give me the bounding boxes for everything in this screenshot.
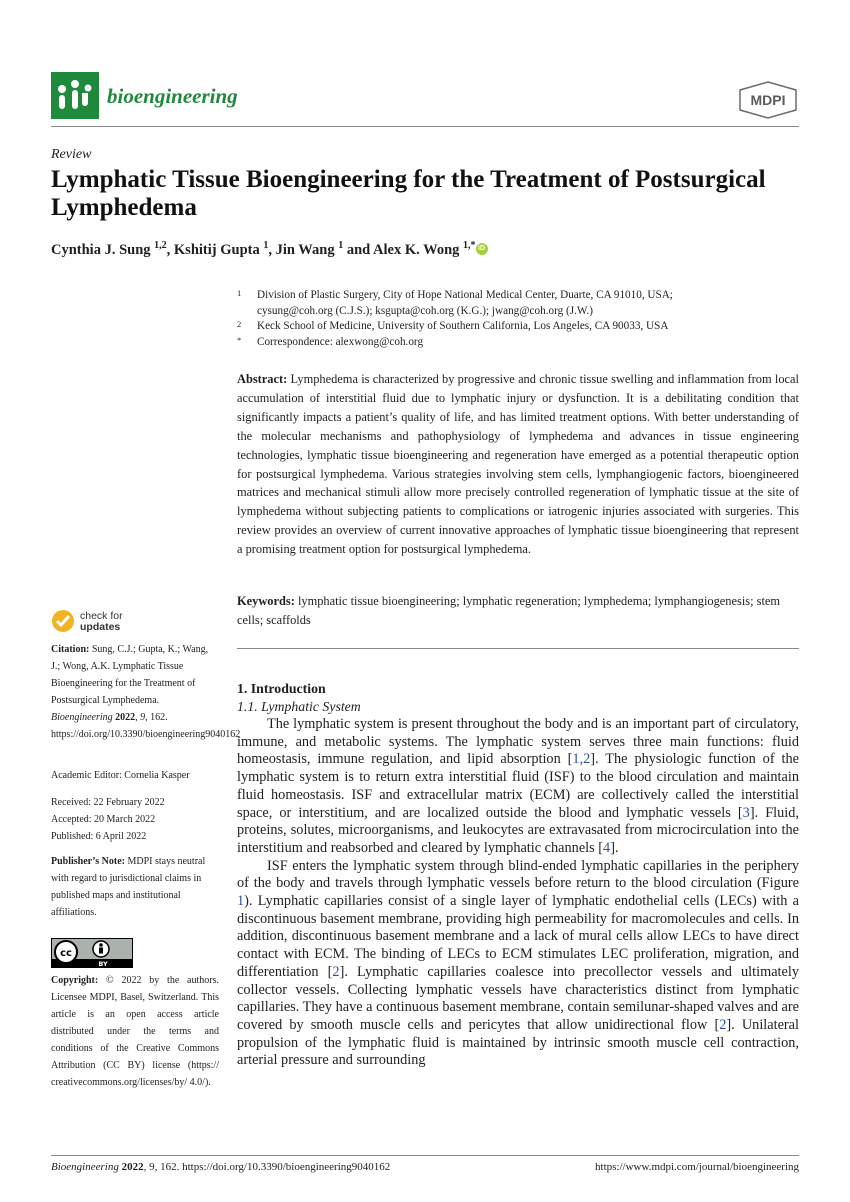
mdpi-logo <box>738 80 798 120</box>
affiliation-2 <box>237 319 797 335</box>
affiliation-mark: 2 <box>237 319 242 329</box>
citation-volume: 9 <box>140 712 146 723</box>
affiliation-mark: * <box>237 334 242 345</box>
paragraph-2 <box>237 858 799 1070</box>
citation-text: Sung, C.J.; Gupta, K.; Wang, J.; Wong, A.K. Lymphatic Tissue Bioengineering for the Treatment of Postsurgical Lymphedema. <box>51 644 209 706</box>
publisher-note-text: MDPI stays neutral with regard to jurisdictional claims in published maps and institutional affiliations. <box>51 856 206 918</box>
citation-block: Citation: Sung, C.J.; Gupta, K.; Wang, J.; Wong, A.K. Lymphatic Tissue Bioengineering for the Treatment of Postsurgical Lymphedema. Bioengineering 2022, 9, 162. https://doi.org/10.3390/bioengineering9040162 <box>51 644 241 740</box>
affiliation-mark: 1 <box>237 288 242 298</box>
affiliation-emails: cysung@coh.org (C.J.S.); ksgupta@coh.org (K.G.); jwang@coh.org (J.W.) <box>257 304 593 317</box>
author-affiliation-mark: 1 <box>338 240 344 251</box>
bioengineering-logo-icon <box>51 72 99 119</box>
footer-citation <box>51 1161 390 1173</box>
paragraph-1 <box>237 716 799 858</box>
citation-link[interactable]: 3 <box>742 804 750 821</box>
author-name: Jin Wang <box>275 241 339 258</box>
accepted-date: Accepted: 20 March 2022 <box>51 814 156 825</box>
affiliation-text: Division of Plastic Surgery, City of Hope National Medical Center, Duarte, CA 91010, USA; <box>257 289 673 301</box>
affiliation-1 <box>237 288 797 319</box>
author-separator: and <box>343 241 374 258</box>
keywords-label: Keywords: <box>237 594 295 608</box>
check-updates-line2: updates <box>80 621 121 633</box>
published-date: Published: 6 April 2022 <box>51 831 147 842</box>
author-separator: , <box>268 241 276 258</box>
author-name: Kshitij Gupta <box>173 241 264 258</box>
check-updates-line1: check for <box>80 610 123 622</box>
citation-link[interactable]: 2 <box>332 963 340 980</box>
author-affiliation-mark: 1 <box>263 240 269 251</box>
copyright-block <box>51 972 219 1091</box>
paragraph-text: ISF enters the lymphatic system through blind-ended lymphatic capillaries in the periphery of the body and travels through lymphatic vessels before return to the blood circulation (Figure <box>237 857 799 892</box>
section-heading: 1. Introduction <box>237 681 326 696</box>
abstract-label: Abstract: <box>237 372 288 386</box>
article-type: Review <box>51 147 92 162</box>
copyright-text: © 2022 by the authors. Licensee MDPI, Basel, Switzerland. This article is an open access article distributed under the terms and conditions of the Creative Commons Attribution (CC BY) license (https:// creativecommons.org/licenses/by/ 4.0/). <box>51 975 219 1088</box>
journal-name: bioengineering <box>107 84 238 108</box>
footer-divider <box>51 1155 799 1156</box>
paragraph-text: ]. Lymphatic capillaries coalesce into precollector vessels and ultimately collector vessels. Collecting lymphatic vessels have characteristics distinct from lymphatic capillaries. They have a continuous basement membrane, contain semilunar-shaped valves and are covered by smooth muscle cells and pericytes that allow unidirectional flow [ <box>237 963 799 1033</box>
mdpi-logo-text: MDPI <box>750 92 786 108</box>
paragraph-text: ]. <box>610 839 619 856</box>
abstract-divider <box>237 648 799 649</box>
academic-editor: Academic Editor: Cornelia Kasper <box>51 770 190 781</box>
citation-journal: Bioengineering <box>51 712 113 723</box>
author-affiliation-mark: 1,* <box>463 240 476 251</box>
main-body <box>237 680 799 1070</box>
author-name: Alex K. Wong <box>373 241 464 258</box>
correspondence <box>237 335 797 351</box>
citation-link[interactable]: 2 <box>719 1016 727 1033</box>
publisher-note-label: Publisher’s Note: <box>51 856 125 867</box>
author-affiliation-mark: 1,2 <box>154 240 167 251</box>
correspondence-text: Correspondence: alexwong@coh.org <box>257 335 424 348</box>
author-list <box>51 240 488 259</box>
citation-label: Citation: <box>51 644 90 655</box>
citation-link[interactable]: 1,2 <box>572 751 591 768</box>
subsection-heading: 1.1. Lymphatic System <box>237 699 361 714</box>
citation-link[interactable]: 1 <box>237 893 245 910</box>
svg-text:cc: cc <box>60 948 72 959</box>
author-name: Cynthia J. Sung <box>51 241 155 258</box>
paragraph-text: ]. Unilateral propulsion of the lymphatic fluid is maintained by intrinsic smooth muscle cell contraction, arterial pressure and surrounding <box>237 1016 800 1069</box>
abstract <box>237 370 799 559</box>
footer-journal-url[interactable]: https://www.mdpi.com/journal/bioengineering <box>595 1161 799 1173</box>
check-for-updates-button[interactable] <box>80 611 123 633</box>
footer-year: 2022 <box>121 1161 144 1173</box>
abstract-text: Lymphedema is characterized by progressive and chronic tissue swelling and inflammation from local accumulation of interstitial fluid due to lymphatic injury or dysfunction. It is a debilitating condition that significantly impacts a patient’s quality of life, and has limited treatment options. With better understanding of the molecular mechanisms and pathophysiology of lymphedema and advances in tissue engineering technologies, lymphatic tissue bioengineering and regeneration have emerged as a potential therapeutic option for postsurgical lymphedema. Various strategies involving stem cells, lymphangiogenic factors, bioengineered matrices and mechanical stimuli allow more precisely controlled regeneration of lymphatic tissue at the site of lymphedema without subjecting patients to complications or iatrogenic injuries associated with surgeries. This review provides an overview of current innovative approaches of lymphatic tissue bioengineering that represent a promising treatment option for postsurgical lymphedema. <box>237 372 799 557</box>
paragraph-text: ). Lymphatic capillaries consist of a single layer of lymphatic endothelial cells (LECs) with a discontinuous basement membrane, providing high permeability for macromolecules and cells. In addition, discontinuous basement membrane and a lack of mural cells allow LECs to have direct contact with ECM. The binding of LECs to ECM stimulates LEC proliferation, migration, and differentiation [ <box>237 893 799 980</box>
footer-journal: Bioengineering <box>51 1161 119 1173</box>
cc-by-license-badge[interactable] <box>51 938 133 968</box>
citation-link[interactable]: 4 <box>603 839 611 856</box>
affiliations <box>237 288 797 350</box>
cc-by-text: BY <box>98 960 108 968</box>
citation-doi[interactable]: , 162. https://doi.org/10.3390/bioengineering9040162 <box>51 712 241 740</box>
citation-year: 2022 <box>115 712 136 723</box>
article-title: Lymphatic Tissue Bioengineering for the Treatment of Postsurgical Lymphedema <box>51 166 766 221</box>
journal-logo <box>51 72 99 119</box>
orcid-icon[interactable]: iD <box>476 243 488 255</box>
keywords <box>237 592 799 630</box>
check-for-updates-icon[interactable] <box>51 609 75 633</box>
paragraph-text: ]. Fluid, proteins, solutes, microorganisms, and leukocytes are extravasated from microcirculation into the interstitium and reabsorbed and cleared by lymphatic channels [ <box>237 804 799 856</box>
keywords-text: lymphatic tissue bioengineering; lymphatic regeneration; lymphedema; lymphangiogenesis; stem cells; scaffolds <box>237 594 781 627</box>
paragraph-text: The lymphatic system is present throughout the body and is an important part of circulatory, immune, and metabolic systems. The lymphatic system serves three main functions: fluid homeostasis, immune regulation, and lipid absorption [ <box>237 716 799 768</box>
affiliation-text: Keck School of Medicine, University of Southern California, Los Angeles, CA 90033, USA <box>257 320 669 332</box>
header-divider <box>51 126 799 127</box>
received-date: Received: 22 February 2022 <box>51 797 165 808</box>
footer-doi: , 9, 162. https://doi.org/10.3390/bioengineering9040162 <box>143 1161 391 1173</box>
paragraph-text: ]. The physiologic function of the lymphatic system is to return extra interstitial fluid (ISF) to the blood circulation and maintain fluid homeostasis. ISF and extracellular matrix (ECM) are collectively called the interstitial space, or interstitium, and are localized outside the blood and lymphatic vessels [ <box>237 751 799 821</box>
publisher-note <box>51 853 219 921</box>
copyright-label: Copyright: <box>51 975 99 986</box>
author-separator: , <box>166 241 174 258</box>
dates-block <box>51 794 219 845</box>
